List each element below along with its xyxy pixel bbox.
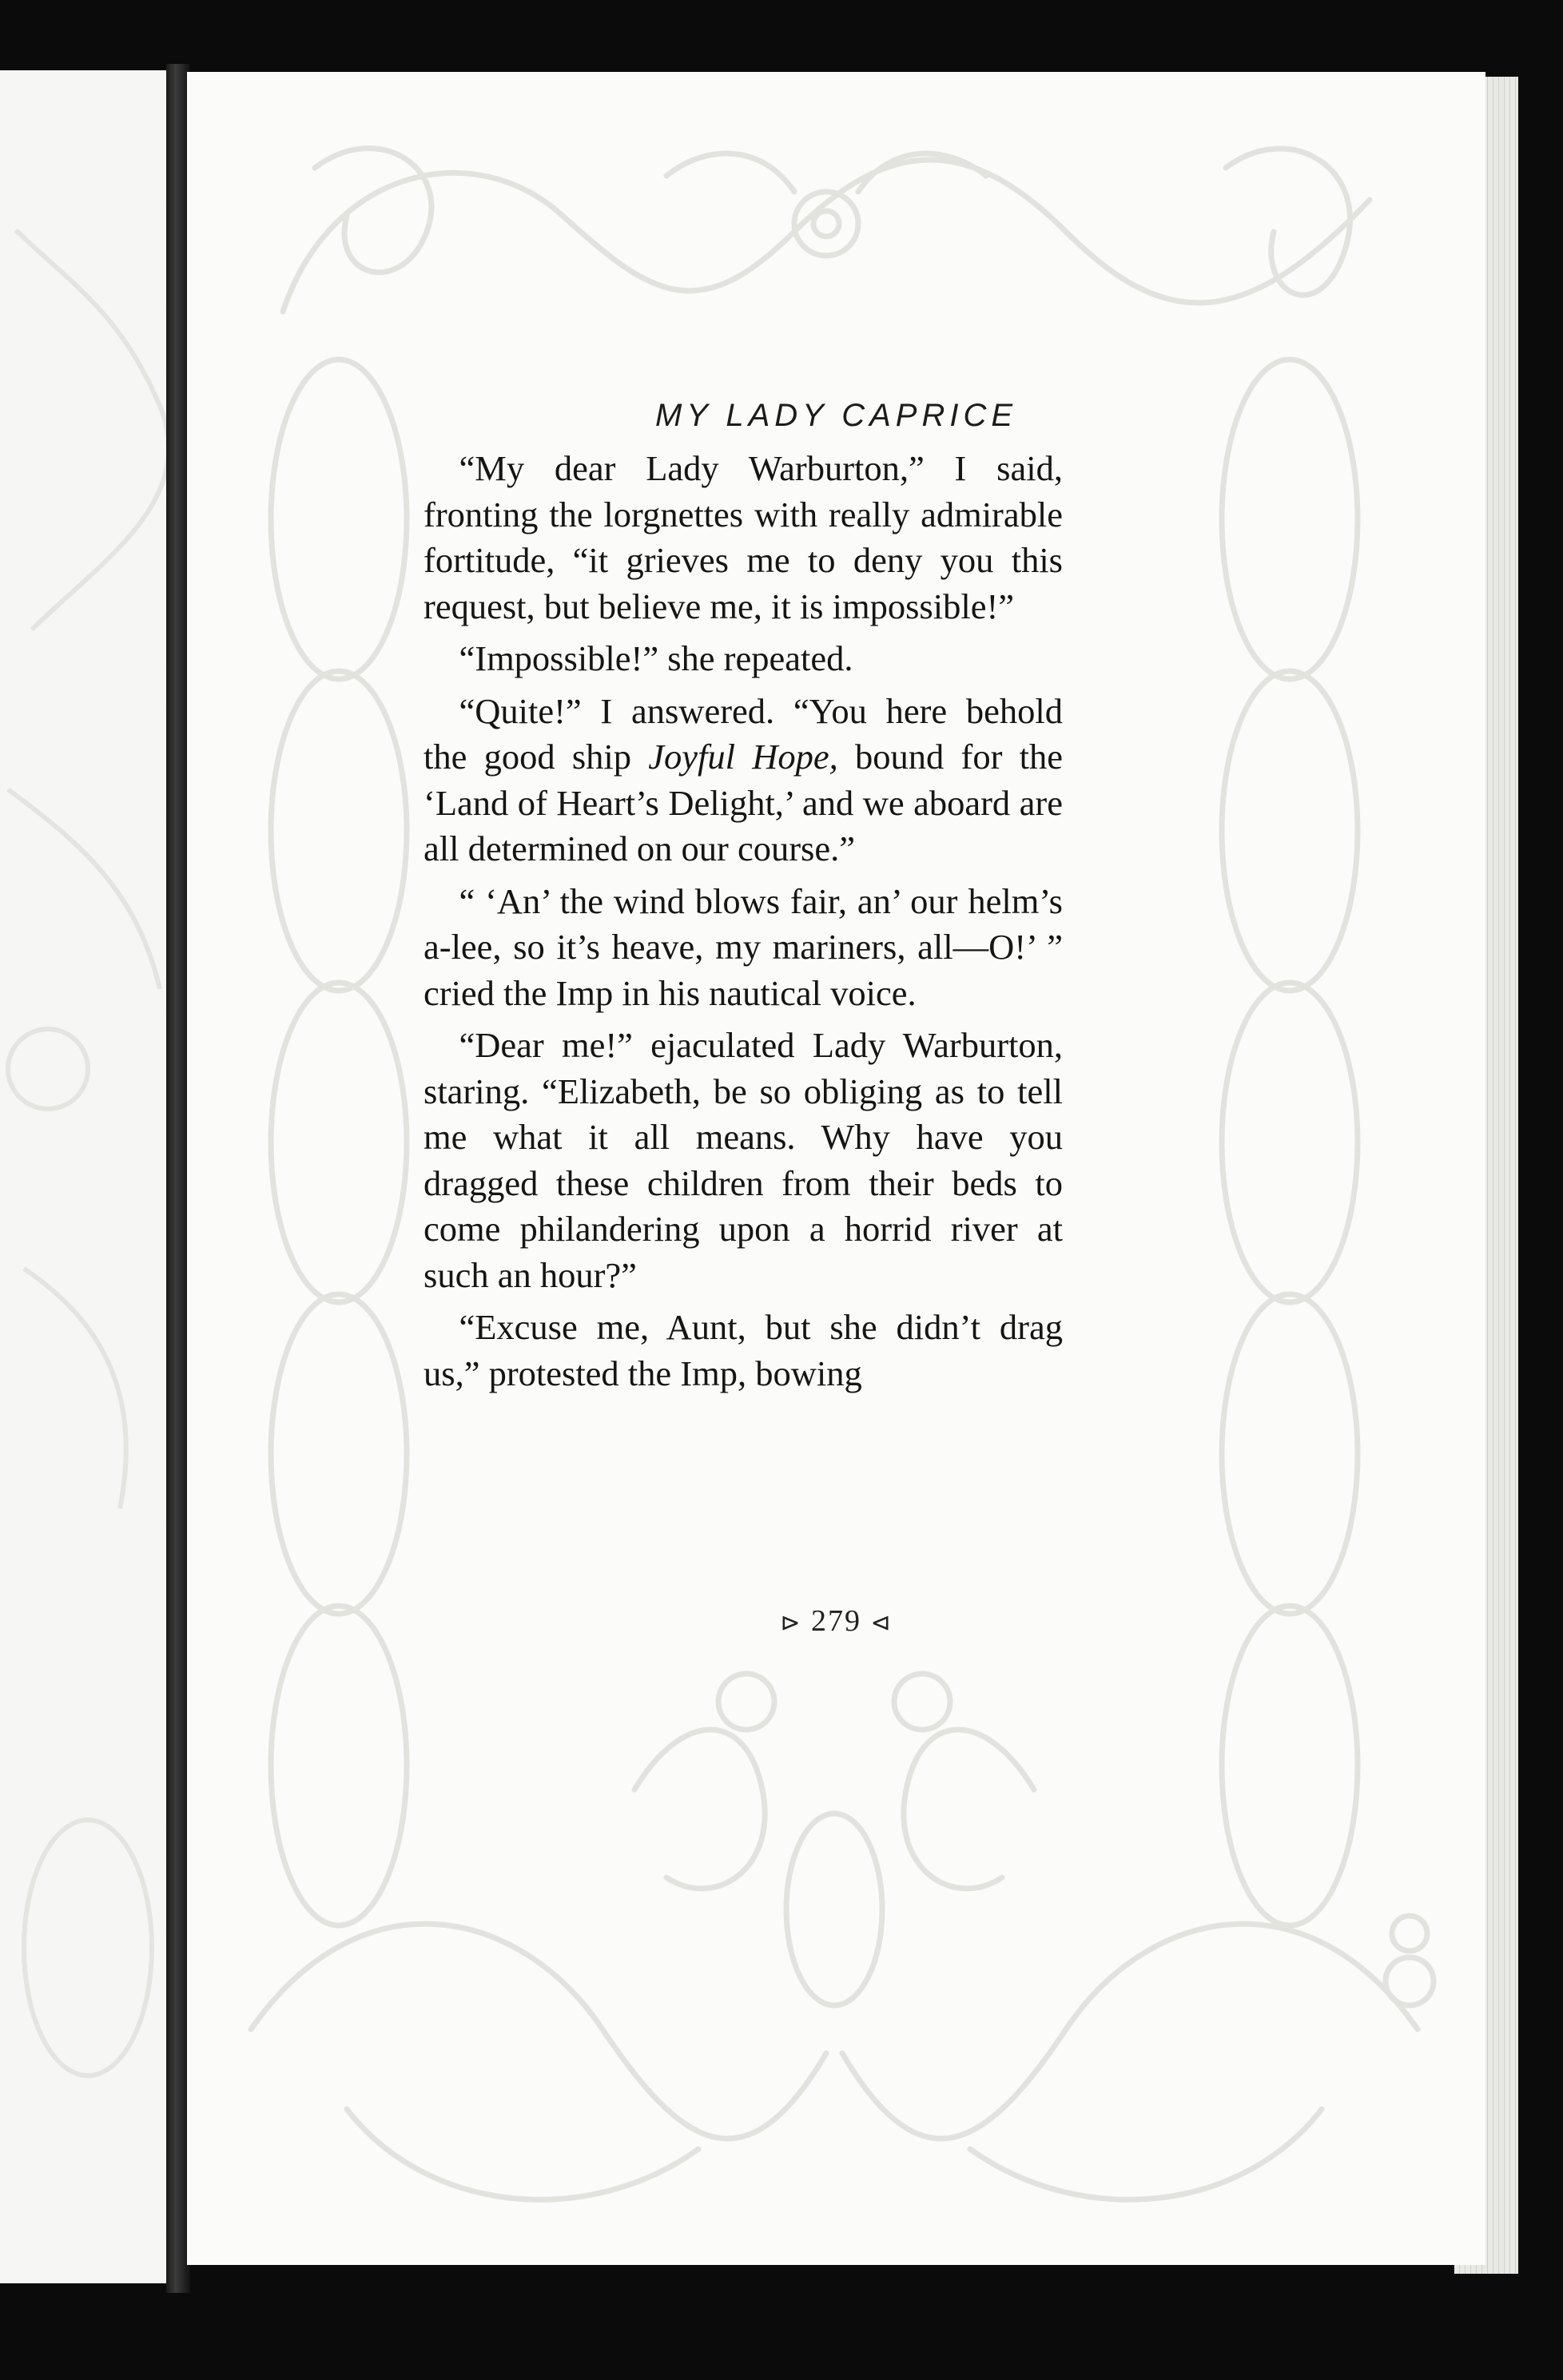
- paragraph: “ ‘An’ the wind blows fair, an’ our helm’s a-lee, so it’s heave, my mariners, all—O!’ ” cried the Imp in his nautical voice.: [424, 880, 1063, 1013]
- body-text: [424, 446, 1063, 1397]
- facing-page-edge: [0, 70, 174, 2283]
- paragraph: “Impossible!” she repeated.: [459, 638, 853, 678]
- folio-left-ornament: ⊳: [780, 1610, 802, 1636]
- paragraph: “My dear Lady Warburton,” I said, fronting the lorgnettes with really admirable fortitude, “it grieves me to deny you this request, but believe me, it is impossible!”: [424, 448, 1063, 626]
- folio-right-ornament: ⊲: [870, 1610, 893, 1636]
- page-number-value: 279: [811, 1604, 861, 1638]
- facing-page-ornament: [0, 70, 174, 2283]
- running-head: MY LADY CAPRICE: [654, 398, 1018, 433]
- book-page: [187, 72, 1485, 2265]
- paragraph: “Dear me!” ejaculated Lady Warburton, staring. “Elizabeth, be so obliging as to tell me what it all means. Why have you dragged these children from their beds to come philandering upon a horrid river at such an hour?”: [424, 1025, 1063, 1295]
- paragraph: “Quite!” I answered. “You here behold the good ship Joyful Hope, bound for the ‘Land of Heart’s Delight,’ and we aboard are all determined on our course.”: [424, 690, 1063, 868]
- paragraph: “Excuse me, Aunt, but she didn’t drag us,” protested the Imp, bowing: [424, 1307, 1063, 1393]
- ship-name: Joyful Hope,: [648, 737, 838, 777]
- page-number: [187, 1603, 1485, 1639]
